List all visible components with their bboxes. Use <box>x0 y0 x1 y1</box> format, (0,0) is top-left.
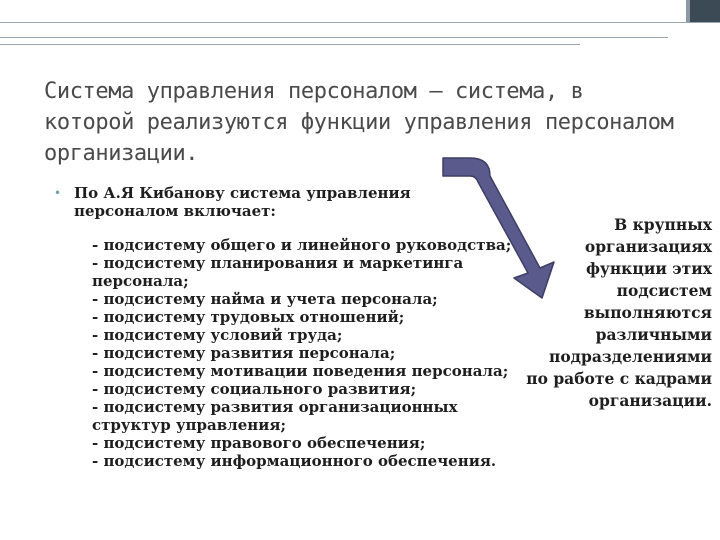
list-item: - подсистему найма и учета персонала; <box>92 290 438 308</box>
list-item: - подсистему правового обеспечения; <box>92 434 426 452</box>
bullet-text: По А.Я Кибанову система управления персоналом включает: <box>74 184 411 220</box>
list-item: - подсистему мотивации поведения персонала; <box>92 362 509 380</box>
bullet-marker: • <box>54 186 62 200</box>
list-item: - подсистему трудовых отношений; <box>92 308 405 326</box>
list-item: - подсистему общего и линейного руководства; <box>92 236 512 254</box>
list-item: - подсистему социального развития; <box>92 380 417 398</box>
list-item: - подсистему информационного обеспечения. <box>92 452 497 470</box>
list-item: - подсистему развития персонала; <box>92 344 396 362</box>
slide-title: Система управления персоналом – система, в которой реализуются функции управления персоналом организации. <box>44 79 674 166</box>
side-note: В крупных организациях функции этих подсистем выполняются различными подразделениями по работе с кадрами организации. <box>526 215 712 410</box>
list-item: - подсистему условий труда; <box>92 326 343 344</box>
list-item: - подсистему планирования и маркетинга персонала; <box>92 254 464 290</box>
list-item: - подсистему развития организационных структур управления; <box>92 398 458 434</box>
subsystem-list <box>92 236 512 470</box>
